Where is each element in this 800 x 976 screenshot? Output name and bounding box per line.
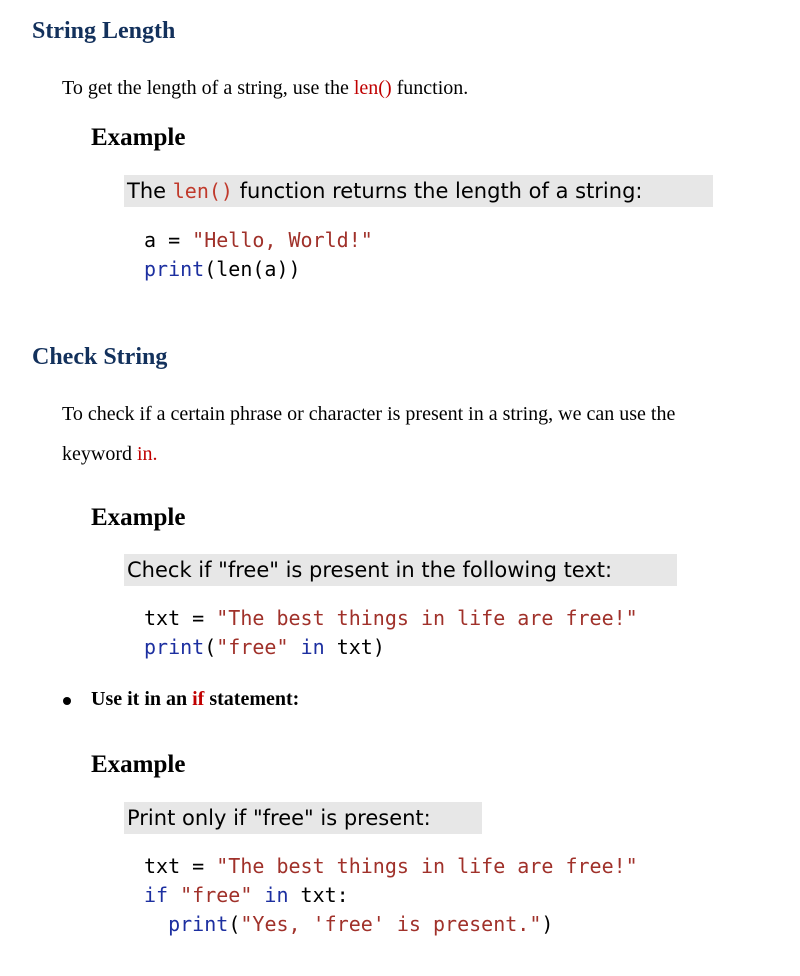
caption-text: The bbox=[127, 179, 173, 203]
code-token bbox=[168, 883, 180, 907]
code-token: ( bbox=[228, 912, 241, 936]
len-keyword: len() bbox=[353, 77, 392, 99]
code-line bbox=[144, 604, 638, 633]
code-string: "Yes, 'free' is present." bbox=[240, 912, 542, 936]
code-line bbox=[144, 255, 373, 284]
bullet-text: Use it in an bbox=[91, 688, 193, 710]
code-keyword: in bbox=[300, 635, 325, 659]
code-token: ) bbox=[541, 912, 554, 936]
code-string: "The best things in life are free!" bbox=[216, 606, 638, 630]
code-keyword: in bbox=[252, 883, 289, 907]
example-caption: Print only if "free" is present: bbox=[124, 802, 482, 834]
in-keyword: in bbox=[136, 443, 153, 465]
code-block bbox=[144, 604, 638, 662]
code-token: (len(a)) bbox=[204, 257, 301, 281]
code-token bbox=[289, 635, 301, 659]
heading-string-length: String Length bbox=[32, 18, 176, 44]
code-token: ( bbox=[204, 635, 217, 659]
bullet-icon bbox=[63, 697, 71, 705]
code-token: txt = bbox=[144, 854, 217, 878]
code-token: txt: bbox=[288, 883, 349, 907]
bullet-text: statement: bbox=[204, 688, 300, 710]
code-token: txt) bbox=[324, 635, 385, 659]
example-label: Example bbox=[91, 504, 186, 531]
code-keyword: if bbox=[144, 883, 169, 907]
para-text: . bbox=[152, 443, 158, 465]
code-string: "free" bbox=[180, 883, 253, 907]
heading-check-string: Check String bbox=[32, 344, 168, 370]
code-block bbox=[144, 226, 373, 284]
bullet-item bbox=[91, 688, 299, 711]
caption-text: function returns the length of a string: bbox=[232, 179, 643, 203]
code-line bbox=[144, 881, 638, 910]
para-text: keyword bbox=[62, 443, 137, 465]
example-caption bbox=[124, 175, 713, 207]
code-token: txt = bbox=[144, 606, 217, 630]
code-string: "The best things in life are free!" bbox=[216, 854, 638, 878]
code-block bbox=[144, 852, 638, 939]
code-line bbox=[144, 226, 373, 255]
code-indent bbox=[144, 912, 168, 936]
paragraph-check-line1: To check if a certain phrase or character is present in a string, we can use the bbox=[62, 403, 676, 425]
caption-code: len() bbox=[172, 179, 233, 203]
code-line bbox=[144, 633, 638, 662]
code-token: a = bbox=[144, 228, 193, 252]
code-function: print bbox=[144, 257, 205, 281]
example-label: Example bbox=[91, 124, 186, 151]
example-caption: Check if "free" is present in the following text: bbox=[124, 554, 677, 586]
code-function: print bbox=[144, 635, 205, 659]
if-keyword: if bbox=[192, 688, 205, 710]
code-line bbox=[144, 852, 638, 881]
code-string: "Hello, World!" bbox=[192, 228, 373, 252]
code-function: print bbox=[168, 912, 229, 936]
paragraph-len-intro bbox=[62, 68, 468, 108]
example-label: Example bbox=[91, 751, 186, 778]
para-text: To get the length of a string, use the bbox=[62, 77, 354, 99]
para-text: function. bbox=[391, 77, 469, 99]
code-string: "free" bbox=[216, 635, 289, 659]
code-line bbox=[144, 910, 638, 939]
paragraph-check-line2 bbox=[62, 434, 158, 474]
